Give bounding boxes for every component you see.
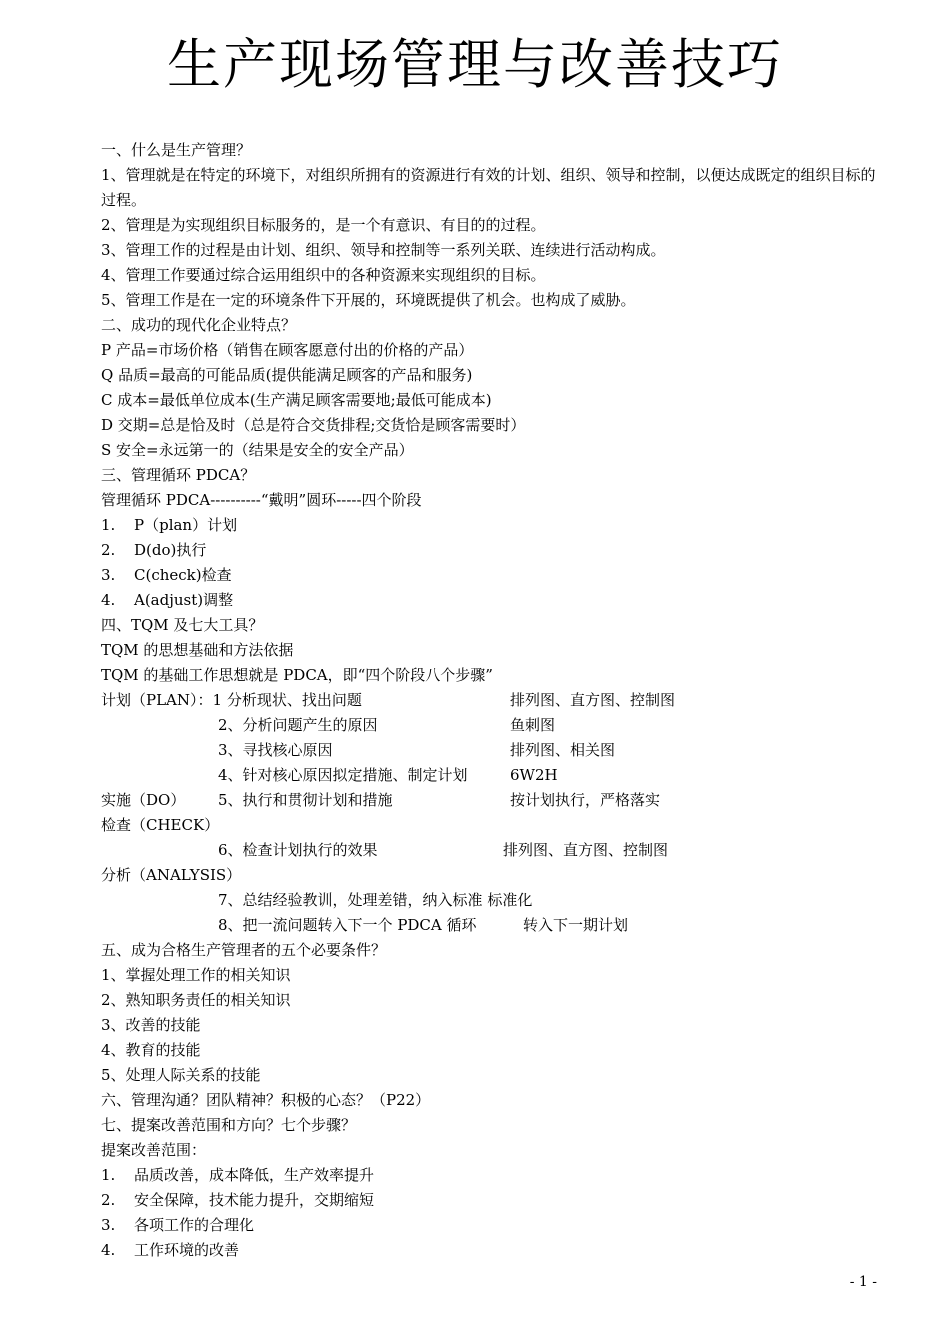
list-text: 安全保障，技术能力提升，交期缩短	[134, 1191, 375, 1209]
list-item	[101, 538, 901, 563]
paragraph: 4、管理工作要通过综合运用组织中的各种资源来实现组织的目标。	[101, 266, 546, 284]
tool-text: 排列图、直方图、控制图	[503, 841, 669, 859]
list-number: 3.	[101, 1216, 116, 1234]
paragraph: Q 品质=最高的可能品质(提供能满足顾客的产品和服务)	[101, 366, 473, 384]
tool-text: 排列图、相关图	[510, 741, 616, 759]
list-number: 1.	[101, 516, 116, 534]
paragraph: P 产品=市场价格（销售在顾客愿意付出的价格的产品）	[101, 341, 474, 359]
list-item	[101, 513, 901, 538]
tool-text: 按计划执行，严格落实	[510, 791, 661, 809]
list-item	[101, 1163, 901, 1188]
paragraph: 3、改善的技能	[101, 1016, 201, 1034]
list-text: P（plan）计划	[134, 516, 238, 534]
pdca-row	[101, 763, 901, 788]
tool-text: 排列图、直方图、控制图	[510, 691, 676, 709]
paragraph: D 交期=总是恰及时（总是符合交货排程;交货恰是顾客需要时）	[101, 416, 526, 434]
list-text: 品质改善，成本降低，生产效率提升	[134, 1166, 375, 1184]
list-item	[101, 563, 901, 588]
list-number: 1.	[101, 1166, 116, 1184]
section-heading: 二、成功的现代化企业特点？	[101, 316, 297, 334]
section-heading: 七、提案改善范围和方向？七个步骤？	[101, 1116, 357, 1134]
paragraph: S 安全=永远第一的（结果是安全的安全产品）	[101, 441, 414, 459]
pdca-row	[101, 688, 901, 713]
list-number: 3.	[101, 566, 116, 584]
pdca-row	[101, 838, 901, 863]
tool-text: 转入下一期计划	[523, 916, 629, 934]
pdca-row	[101, 738, 901, 763]
paragraph: 1、掌握处理工作的相关知识	[101, 966, 291, 984]
paragraph: 管理循环 PDCA----------“戴明”圆环-----四个阶段	[101, 491, 422, 509]
list-text: D(do)执行	[134, 541, 207, 559]
tool-text: 鱼刺图	[510, 716, 556, 734]
list-number: 4.	[101, 591, 116, 609]
section-heading: 五、成为合格生产管理者的五个必要条件？	[101, 941, 387, 959]
list-item	[101, 1188, 901, 1213]
list-text: A(adjust)调整	[134, 591, 234, 609]
check-label: 检查（CHECK）	[101, 816, 220, 834]
list-number: 4.	[101, 1241, 116, 1259]
pdca-row	[101, 713, 901, 738]
section-heading: 六、管理沟通？团队精神？积极的心态？（P22）	[101, 1091, 431, 1109]
paragraph: 提案改善范围：	[101, 1141, 207, 1159]
step-text: 7、总结经验教训，处理差错，纳入标准 标准化	[218, 891, 533, 909]
paragraph: 5、处理人际关系的技能	[101, 1066, 261, 1084]
section-heading: 三、管理循环 PDCA？	[101, 466, 256, 484]
document-body	[101, 138, 901, 1263]
document-title: 生产现场管理与改善技巧	[167, 33, 783, 96]
pdca-row	[101, 788, 901, 813]
step-text: 6、检查计划执行的效果	[218, 841, 378, 859]
step-text: 8、把一流问题转入下一个 PDCA 循环	[218, 916, 477, 934]
list-text: 各项工作的合理化	[134, 1216, 255, 1234]
section-heading: 四、TQM 及七大工具？	[101, 616, 264, 634]
analysis-label: 分析（ANALYSIS）	[101, 866, 242, 884]
do-label: 实施（DO）	[101, 791, 186, 809]
step-text: 2、分析问题产生的原因	[218, 716, 378, 734]
section-heading: 一、什么是生产管理？	[101, 141, 252, 159]
paragraph: 2、管理是为实现组织目标服务的，是一个有意识、有目的的过程。	[101, 216, 546, 234]
page-number: - 1 -	[849, 1274, 877, 1290]
paragraph: 2、熟知职务责任的相关知识	[101, 991, 291, 1009]
paragraph: C 成本=最低单位成本(生产满足顾客需要地;最低可能成本)	[101, 391, 492, 409]
paragraph: 5、管理工作是在一定的环境条件下开展的，环境既提供了机会。也构成了威胁。	[101, 291, 636, 309]
tool-text: 6W2H	[510, 766, 558, 784]
paragraph: 4、教育的技能	[101, 1041, 201, 1059]
step-text: 4、针对核心原因拟定措施、制定计划	[218, 766, 468, 784]
list-number: 2.	[101, 1191, 116, 1209]
pdca-row	[101, 913, 901, 938]
list-item	[101, 1238, 901, 1263]
paragraph: 3、管理工作的过程是由计划、组织、领导和控制等一系列关联、连续进行活动构成。	[101, 241, 666, 259]
list-number: 2.	[101, 541, 116, 559]
list-text: C(check)检查	[134, 566, 232, 584]
list-item	[101, 588, 901, 613]
list-text: 工作环境的改善	[134, 1241, 240, 1259]
plan-label: 计划（PLAN）：1 分析现状、找出问题	[101, 691, 362, 709]
paragraph: TQM 的思想基础和方法依据	[101, 641, 294, 659]
paragraph: 1、管理就是在特定的环境下，对组织所拥有的资源进行有效的计划、组织、领导和控制，以便达成既定的组织目标的过程。	[101, 166, 876, 209]
step-text: 3、寻找核心原因	[218, 741, 333, 759]
step-text: 5、执行和贯彻计划和措施	[218, 791, 393, 809]
list-item	[101, 1213, 901, 1238]
pdca-row	[101, 888, 901, 913]
paragraph: TQM 的基础工作思想就是 PDCA，即“四个阶段八个步骤”	[101, 666, 493, 684]
